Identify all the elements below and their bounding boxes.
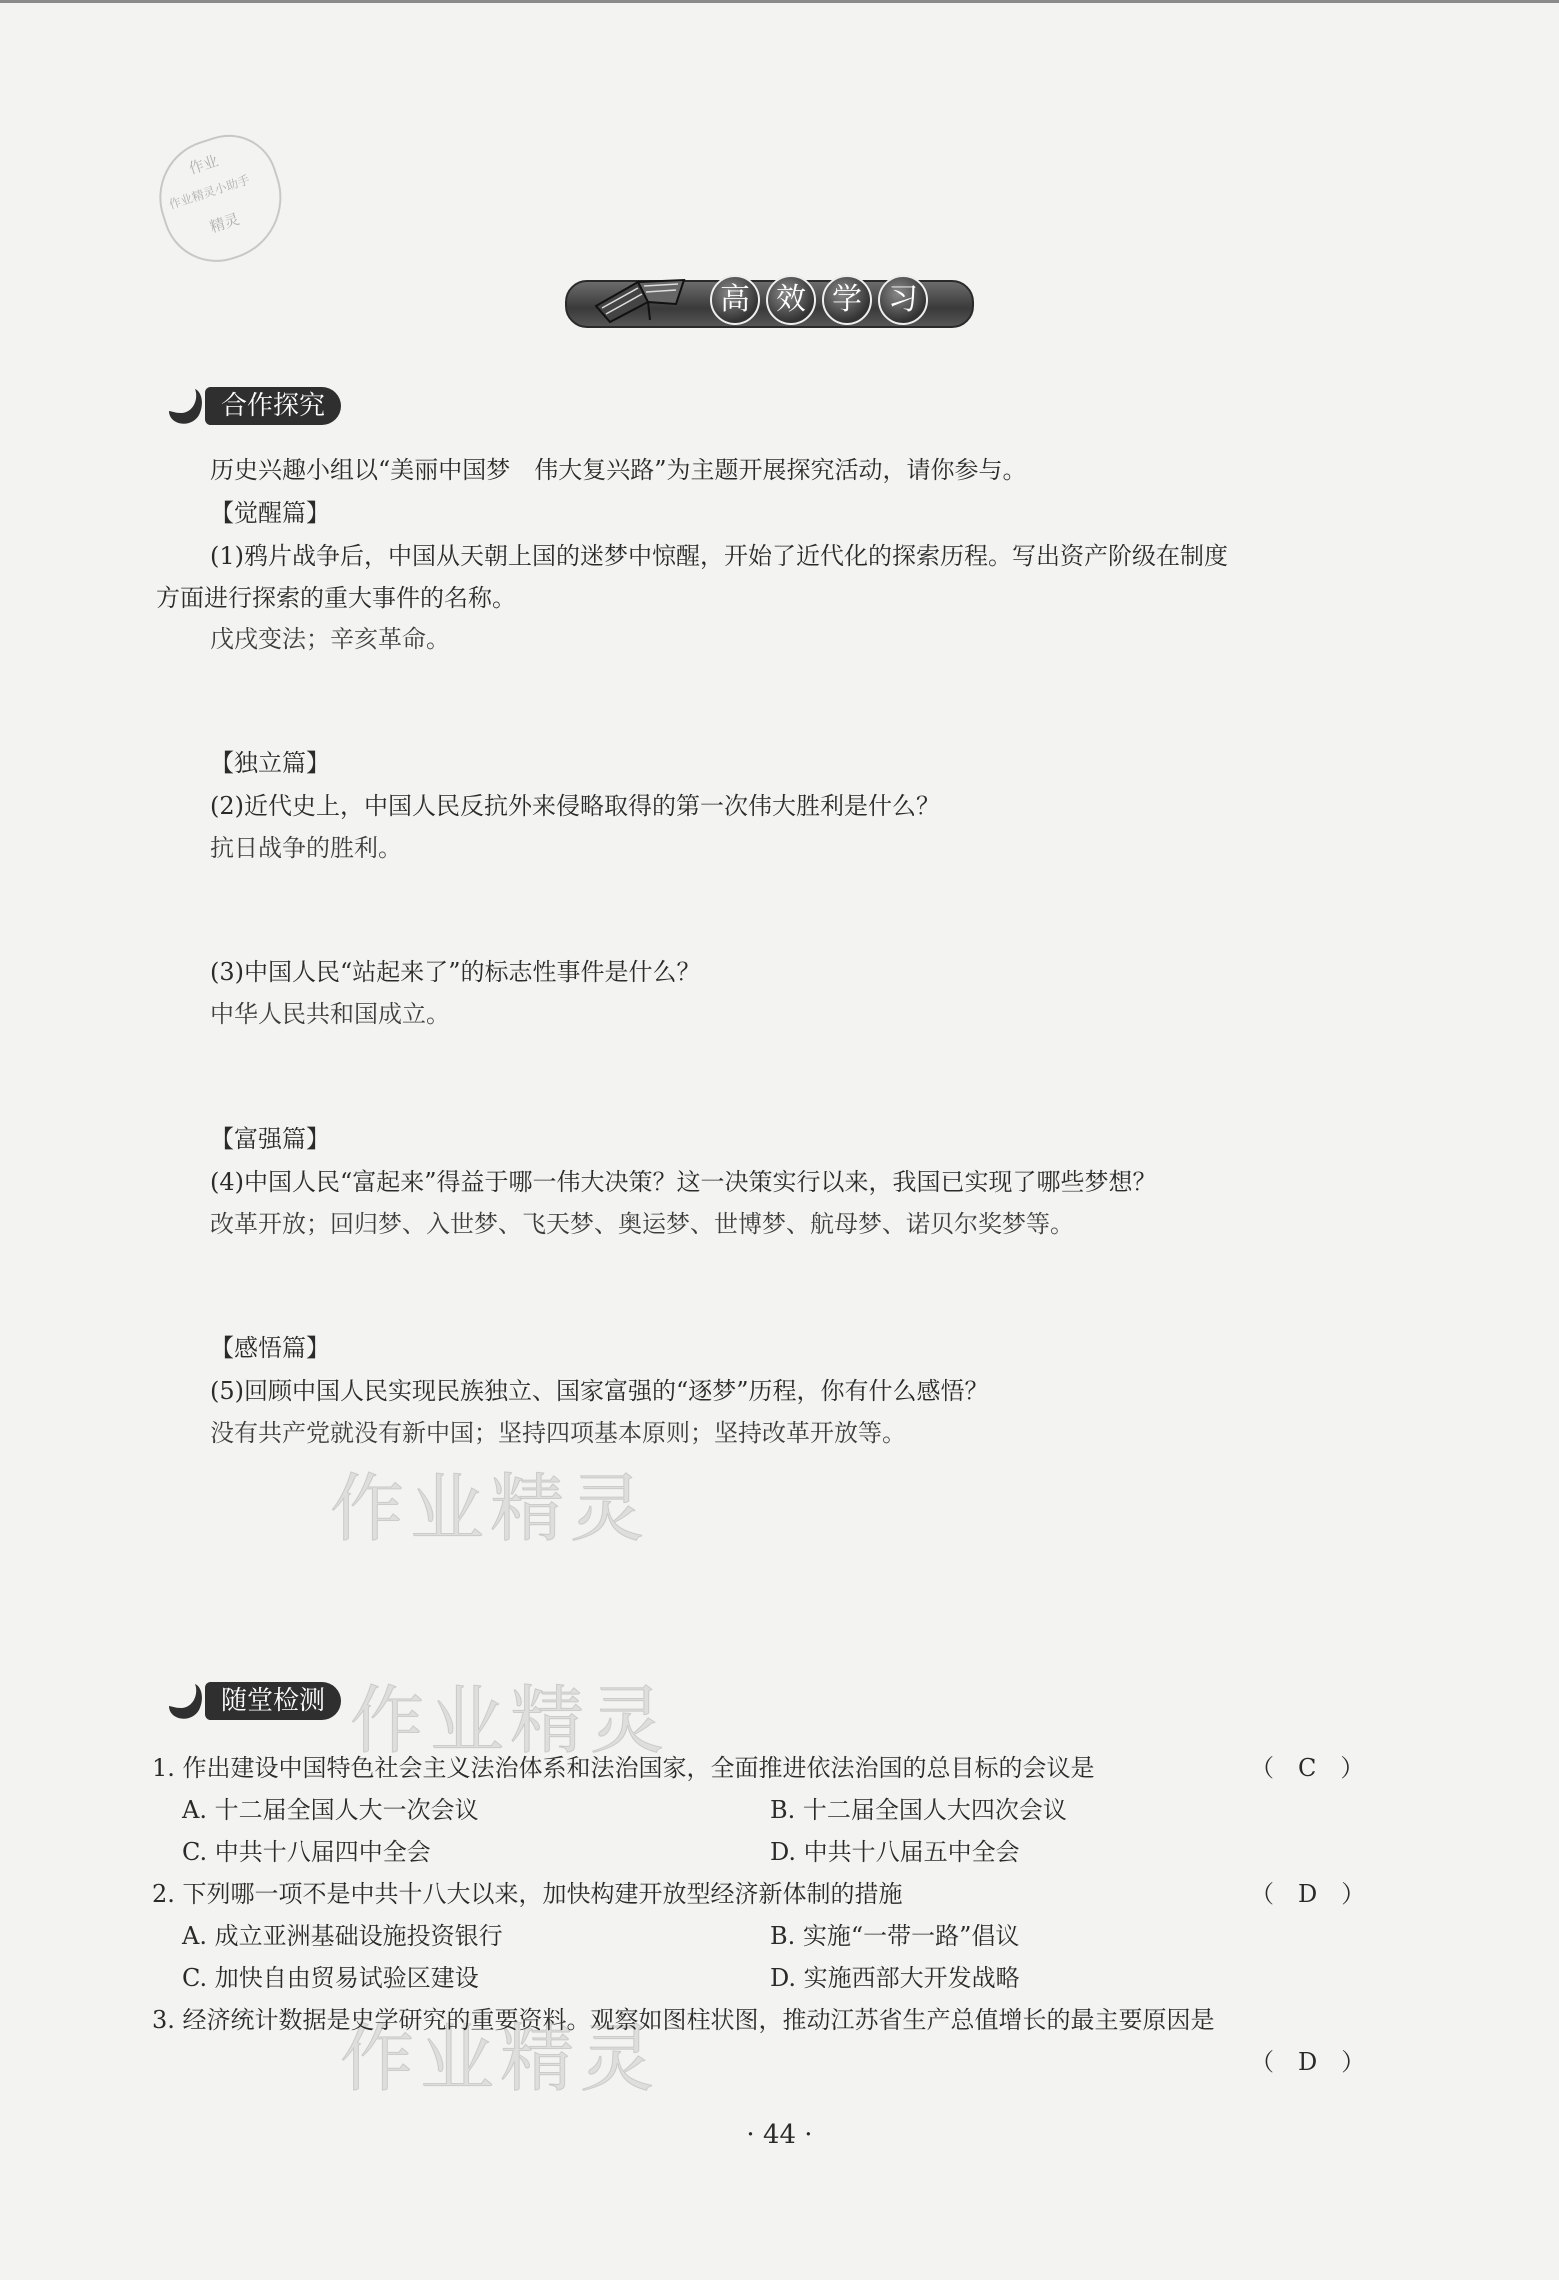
answer-bracket-2: （ D ） [1250,1880,1366,1908]
question-1-line1: (1)鸦片战争后，中国从天朝上国的迷梦中惊醒，开始了近代化的探索历程。写出资产阶级在制度 [210,542,1228,570]
top-border [0,0,1559,3]
stamp-text-1: 作业 [186,151,221,178]
question-2: (2)近代史上，中国人民反抗外来侵略取得的第一次伟大胜利是什么？ [210,792,940,820]
watermark: 作业精灵 [340,2016,660,2102]
book-icon [588,262,698,332]
stamp-text-3: 精灵 [207,209,242,237]
section-title: 随堂检测 [205,1682,341,1720]
heading-awakening: 【觉醒篇】 [210,499,330,527]
watermark: 作业精灵 [350,1678,670,1764]
banner-char: 高 [710,275,760,325]
question-3: (3)中国人民“站起来了”的标志性事件是什么？ [210,958,701,986]
watermark: 作业精灵 [330,1466,650,1552]
option-1d: D. 中共十八届五中全会 [770,1838,1020,1866]
banner-char: 习 [878,275,928,325]
banner-char: 学 [822,275,872,325]
test-question-3: 3. 经济统计数据是史学研究的重要资料。观察如图柱状图，推动江苏省生产总值增长的最主要原因是 [152,2006,1215,2034]
section-title: 合作探究 [205,387,341,425]
answer-2: 抗日战争的胜利。 [210,834,402,862]
stamp-text-2: 作业精灵小助手 [167,172,252,212]
answer-bracket-3: （ D ） [1250,2048,1366,2076]
intro-text: 历史兴趣小组以“美丽中国梦 伟大复兴路”为主题开展探究活动，请你参与。 [210,456,1027,484]
page-number: · 44 · [746,2120,813,2150]
test-question-1: 1. 作出建设中国特色社会主义法治体系和法治国家，全面推进依法治国的总目标的会议是 [152,1754,1095,1782]
banner-char: 效 [766,275,816,325]
answer-5: 没有共产党就没有新中国；坚持四项基本原则；坚持改革开放等。 [210,1419,906,1447]
answer-bracket-1: （ C ） [1250,1754,1365,1782]
answer-1: 戊戌变法；辛亥革命。 [210,625,450,653]
answer-3: 中华人民共和国成立。 [210,1000,450,1028]
option-1c: C. 中共十八届四中全会 [182,1838,431,1866]
option-2b: B. 实施“一带一路”倡议 [770,1922,1020,1950]
answer-4: 改革开放；回归梦、入世梦、飞天梦、奥运梦、世博梦、航母梦、诺贝尔奖梦等。 [210,1210,1074,1238]
option-2c: C. 加快自由贸易试验区建设 [182,1964,479,1992]
question-4: (4)中国人民“富起来”得益于哪一伟大决策？这一决策实行以来，我国已实现了哪些梦想？ [210,1168,1157,1196]
stamp-logo [144,122,298,276]
heading-prosperity: 【富强篇】 [210,1125,330,1153]
option-1a: A. 十二届全国人大一次会议 [182,1796,479,1824]
heading-reflection: 【感悟篇】 [210,1334,330,1362]
option-1b: B. 十二届全国人大四次会议 [770,1796,1067,1824]
question-1-line2: 方面进行探索的重大事件的名称。 [156,584,516,612]
option-2d: D. 实施西部大开发战略 [770,1964,1020,1992]
banner-title [710,275,928,325]
test-question-2: 2. 下列哪一项不是中共十八大以来，加快构建开放型经济新体制的措施 [152,1880,903,1908]
heading-independence: 【独立篇】 [210,749,330,777]
option-2a: A. 成立亚洲基础设施投资银行 [182,1922,503,1950]
question-5: (5)回顾中国人民实现民族独立、国家富强的“逐梦”历程，你有什么感悟？ [210,1377,989,1405]
